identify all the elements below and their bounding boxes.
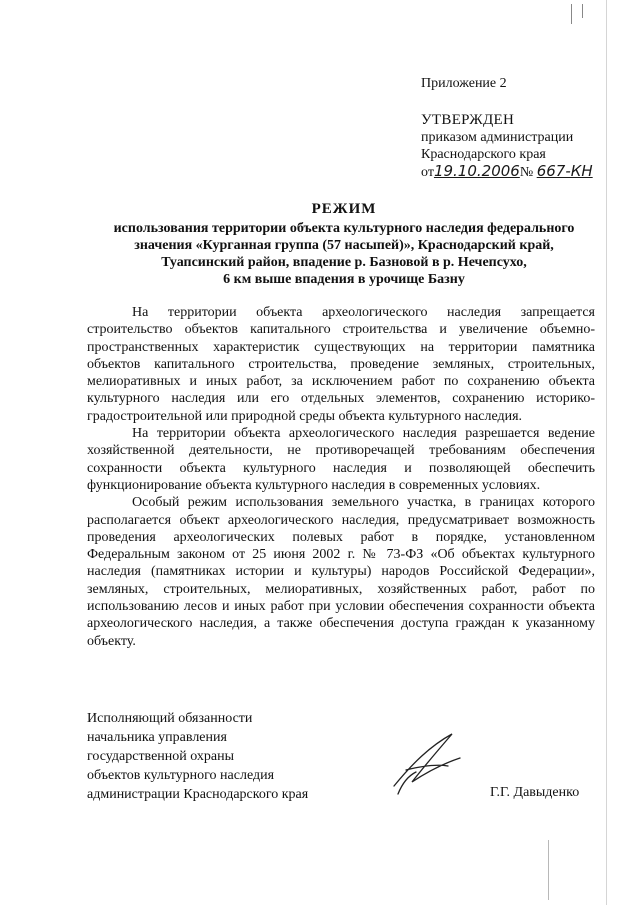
subtitle-line: использования территории объекта культурного наследия федерального [113, 221, 575, 236]
scan-edge-line [582, 4, 583, 18]
signer-line: объектов культурного наследия [87, 768, 275, 783]
scan-edge-line [548, 840, 549, 900]
signer-line: государственной охраны [87, 749, 235, 764]
approval-status: УТВЕРЖДЕН [421, 112, 515, 128]
approval-date-line [421, 163, 593, 181]
signer-line: администрации Краснодарского края [87, 787, 309, 802]
body-paragraph: На территории объекта археологического наследия разрешается ведение хозяйственной деятельности, не противоречащей требованиям обеспечения сохранности объекта культурного наследия и позволяющей обеспечить функционирование объекта культурного наследия в современных условиях. [87, 426, 595, 493]
number-sign: № [519, 165, 534, 180]
document-body [87, 304, 595, 650]
subtitle-line: 6 км выше впадения в урочище Базну [223, 272, 465, 287]
body-paragraph: На территории объекта археологического наследия запрещается строительство объектов капитального строительства и увеличение объемно-пространственных характеристик существующих на территории памятника объектов капитального строительства, проведение земляных, строительных, мелиоративных и иных работ, за исключением работ по сохранению объекта культурного наследия или его отдельных элементов, сохранению историко-градостроительной или природной среды объекта культурного наследия. [87, 305, 595, 424]
signer-line: начальника управления [87, 730, 227, 745]
document-title: РЕЖИМ [311, 201, 377, 217]
subtitle-line: значения «Курганная группа (57 насыпей)», Краснодарский край, [134, 238, 554, 253]
signer-block [87, 709, 308, 804]
signer-name: Г.Г. Давыденко [490, 785, 580, 800]
document-subtitle [60, 220, 628, 288]
approval-block [421, 112, 593, 181]
approval-line-1: приказом администрации [421, 130, 574, 145]
appendix-label: Приложение 2 [421, 76, 507, 91]
scan-edge-line [606, 0, 607, 905]
approval-line-2: Краснодарского края [421, 147, 546, 162]
subtitle-line: Туапсинский район, впадение р. Базновой в р. Нечепсухо, [161, 255, 527, 270]
handwritten-date: 19.10.2006 [433, 162, 520, 180]
handwritten-number: 667-КН [536, 162, 593, 180]
date-prefix: от [421, 165, 434, 180]
signer-line: Исполняющий обязанности [87, 711, 253, 726]
handwritten-signature [382, 724, 472, 804]
body-paragraph: Особый режим использования земельного участка, в границах которого располагается объект археологического наследия, предусматривает возможность проведения археологических полевых работ в порядке, установленном Федеральным законом от 25 июня 2002 г. № 73-ФЗ «Об объектах культурного наследия (памятниках истории и культуры) народов Российской Федерации», земляных, строительных, мелиоративных, хозяйственных работ, работ по использованию лесов и иных работ при условии обеспечения сохранности объекта археологического наследия, а также обеспечения доступа граждан к указанному объекту. [87, 495, 595, 649]
scan-edge-line [571, 4, 572, 24]
